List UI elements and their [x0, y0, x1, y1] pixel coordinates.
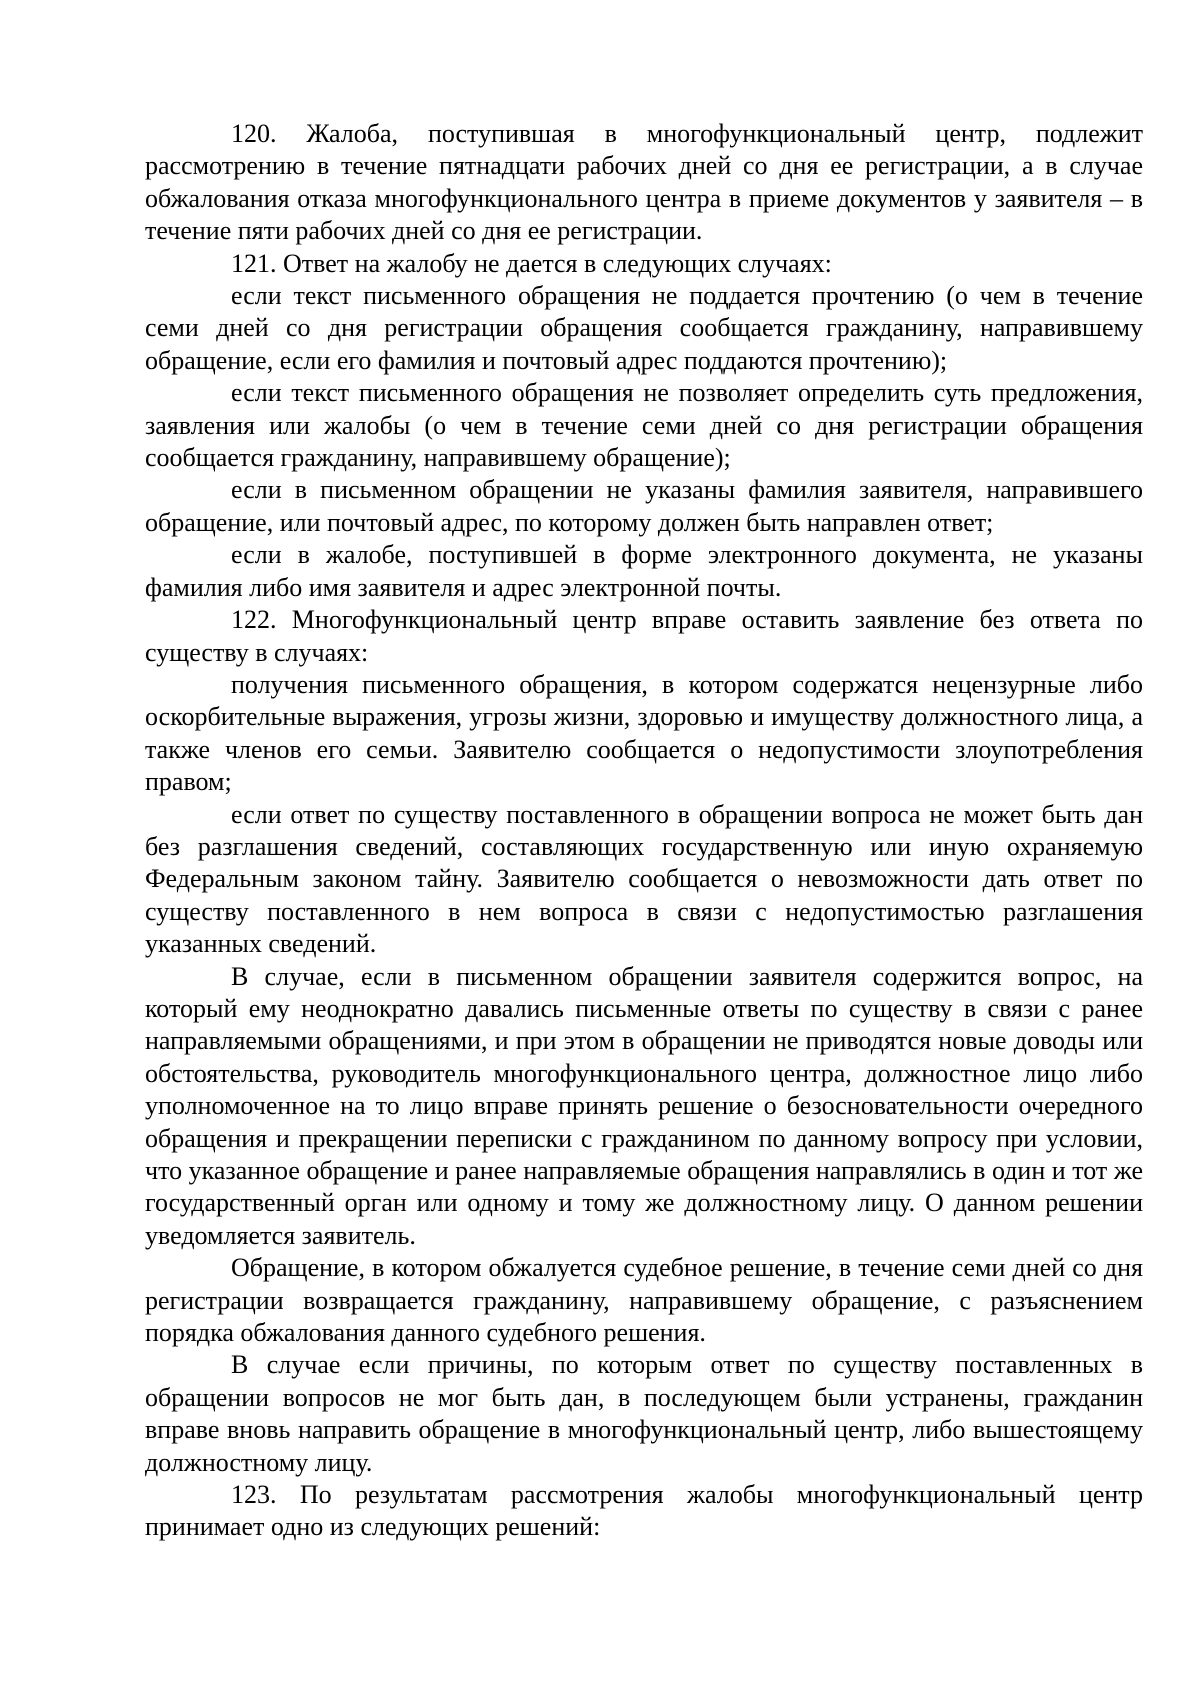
paragraph-resubmission: В случае если причины, по которым ответ по существу поставленных в обращении вопросов не мог быть дан, в последующем были устранены, гражданин вправе вновь направить обращение в многофункциональный центр, либо вышестоящему должностному лицу. [145, 1350, 1143, 1477]
paragraph-121-case-no-essence: если текст письменного обращения не позволяет определить суть предложения, заявления или жалобы (о чем в течение семи дней со дня регистрации обращения сообщается гражданину, направившему обращение); [145, 378, 1143, 473]
paragraph-122: 122. Многофункциональный центр вправе оставить заявление без ответа по существу в случаях: [145, 605, 1143, 667]
paragraph-121-case-electronic: если в жалобе, поступившей в форме электронного документа, не указаны фамилия либо имя заявителя и адрес электронной почты. [145, 540, 1143, 602]
paragraph-repeated-request: В случае, если в письменном обращении заявителя содержится вопрос, на который ему неоднократно давались письменные ответы по существу в связи с ранее направляемыми обращениями, и при этом в обращении не приводятся новые доводы или обстоятельства, руководитель многофункционального центра, должностное лицо либо уполномоченное на то лицо вправе принять решение о безосновательности очередного обращения и прекращении переписки с гражданином по данному вопросу при условии, что указанное обращение и ранее направляемые обращения направлялись в один и тот же государственный орган или одному и тому же должностному лицу. О данном решении уведомляется заявитель. [145, 961, 1143, 1250]
paragraph-121-case-no-name-address: если в письменном обращении не указаны фамилия заявителя, направившего обращение, или почтовый адрес, по которому должен быть направлен ответ; [145, 475, 1143, 537]
paragraph-121: 121. Ответ на жалобу не дается в следующих случаях: [231, 248, 832, 278]
paragraph-121-case-unreadable: если текст письменного обращения не поддается прочтению (о чем в течение семи дней со дня регистрации обращения сообщается гражданину, направившему обращение, если его фамилия и почтовый адрес поддаются прочтению); [145, 281, 1143, 375]
paragraph-123: 123. По результатам рассмотрения жалобы многофункциональный центр принимает одно из следующих решений: [145, 1480, 1143, 1542]
paragraph-court-decision: Обращение, в котором обжалуется судебное решение, в течение семи дней со дня регистрации возвращается гражданину, направившему обращение, с разъяснением порядка обжалования данного судебного решения. [145, 1253, 1143, 1348]
paragraph-120: 120. Жалоба, поступившая в многофункциональный центр, подлежит рассмотрению в течение пятнадцати рабочих дней со дня ее регистрации, а в случае обжалования отказа многофункционального центра в приеме документов у заявителя – в течение пяти рабочих дней со дня ее регистрации. [145, 119, 1143, 246]
document-body [145, 118, 1143, 1544]
paragraph-122-case-secret: если ответ по существу поставленного в обращении вопроса не может быть дан без разглашения сведений, составляющих государственную или иную охраняемую Федеральным законом тайну. Заявителю сообщается о невозможности дать ответ по существу поставленного в нем вопроса в связи с недопустимостью разглашения указанных сведений. [145, 799, 1143, 959]
paragraph-122-case-offensive: получения письменного обращения, в котором содержатся нецензурные либо оскорбительные выражения, угрозы жизни, здоровью и имуществу должностного лица, а также членов его семьи. Заявителю сообщается о недопустимости злоупотребления правом; [145, 669, 1143, 797]
